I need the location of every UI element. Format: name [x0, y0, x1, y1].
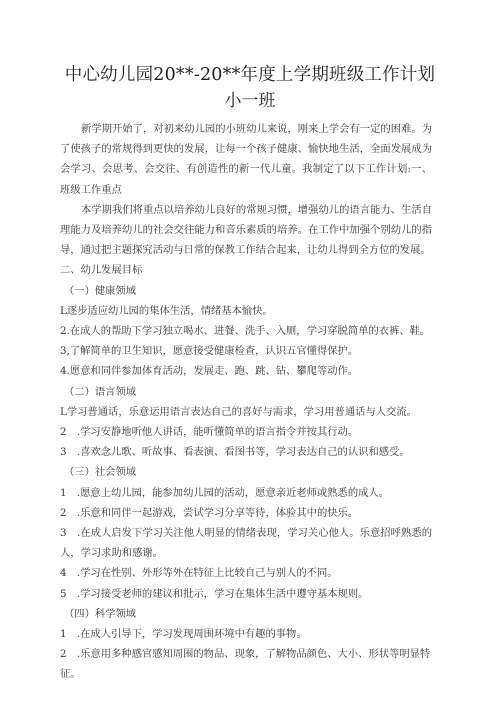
science-item: 1 .在成人引导下，学习发现周围环境中有趣的事物。 [60, 628, 307, 641]
section-heading-goals: 二、幼儿发展目标 [60, 264, 143, 277]
health-item: 3,了解简单的卫生知识，愿意接受健康检查，认识五官懂得保护。 [60, 345, 359, 358]
health-item: L逐步适应幼儿园的集体生活，情绪基本愉快。 [60, 304, 273, 317]
language-item: 3 .喜欢念儿歌、听故事、看表演、看图书等，学习表达自己的认识和感受。 [60, 446, 410, 459]
class-name-subtitle: 小一班 [224, 91, 276, 111]
social-item: 4 .学习在性别、外形等外在特征上比较自己与别人的不同。 [60, 567, 338, 580]
health-item: 4.愿意和同伴参加体育活动，发展走、跑、跳、钻、攀爬等动作。 [60, 365, 359, 378]
social-item: 1 .愿意上幼儿园，能参加幼儿园的活动，愿意亲近老师或熟悉的成人。 [60, 486, 390, 499]
work-focus-paragraph: 本学期我们将重点以培养幼儿良好的常规习惯，增强幼儿的语言能力、生活自理能力及培养幼儿的社会交往能力和音乐素质的培养。在工作中加强个别幼儿的指导，通过把主题探究活动与日常的保教工作结合起来，让幼儿得到全方位的发展。 [60, 203, 432, 257]
health-item: 2.在成人的帮助下学习独立喝水、进餐、洗手、入厕，学习穿脱简单的衣裤、鞋。 [60, 325, 431, 338]
social-item: 3 .在成人启发下学习关注他人明显的情绪表现，学习关心他人。乐意招呼熟悉的人，学习求助和感谢。 [60, 527, 432, 560]
document-body [60, 119, 432, 685]
language-domain-heading: （二）语言领域 [64, 385, 137, 398]
social-item: 5 .学习接受老师的建议和批示，学习在集体生活中遵守基本规则。 [60, 587, 369, 600]
science-domain-heading: （四）科学领域 [64, 607, 137, 620]
social-item: 2 .乐意和同伴一起游戏，尝试学习分享等待，体验其中的快乐。 [60, 506, 359, 519]
science-item: 2 .乐意用多种感官感知周围的物品、现象，了解物品颜色、大小、形状等明显特征。 [60, 648, 431, 681]
document-title: 中心幼儿园20**-20**年度上学期班级工作计划 [64, 65, 436, 85]
intro-paragraph: 新学期开始了，对初来幼儿园的小班幼儿来说，刚来上学会有一定的困难。为了使孩子的常规得到更快的发展，让每一个孩子健康、愉快地生活，全面发展成为会学习、会思考、会交往、有创造性的新一代儿童。我制定了以下工作计划:一、班级工作重点 [60, 123, 432, 196]
health-domain-heading: （一）健康领域 [64, 284, 137, 297]
language-item: 2 .学习安静地听他人讲话，能听懂简单的语言指令并按其行动。 [60, 426, 359, 439]
social-domain-heading: （三）社会领域 [64, 466, 137, 479]
language-item: L学习普通话，乐意运用语言表达自己的喜好与需求，学习用普通话与人交流。 [60, 405, 417, 418]
